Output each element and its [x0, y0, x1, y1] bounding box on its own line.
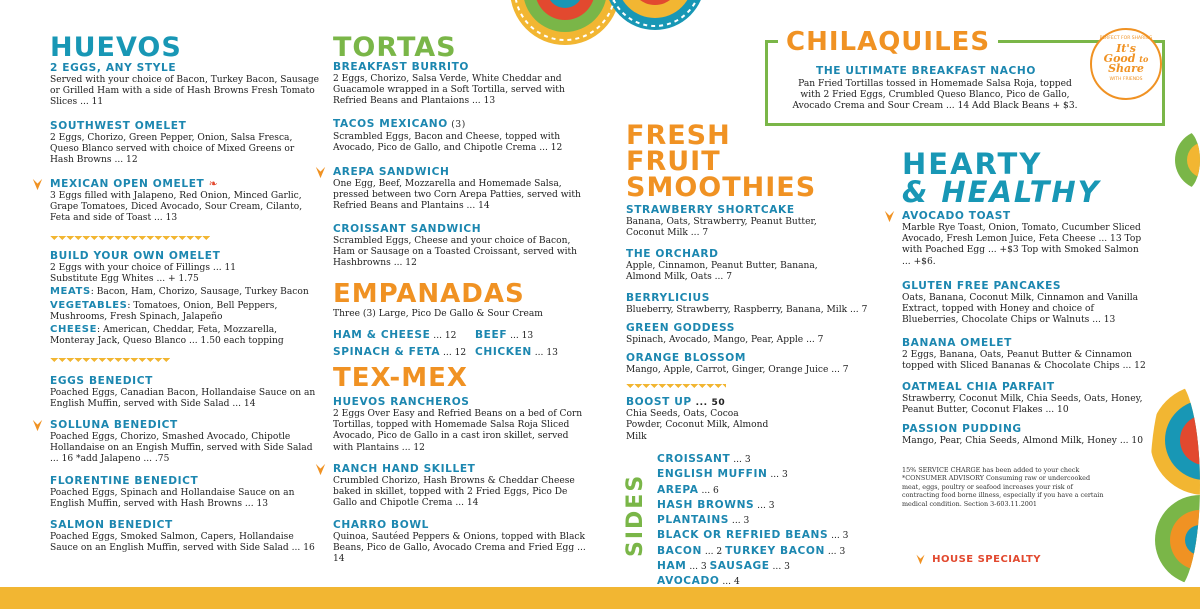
empanada-item: BEEF ... 13 — [475, 329, 534, 341]
menu-item — [902, 423, 1152, 447]
house-specialty-label: HOUSE SPECIALTY — [932, 554, 1042, 565]
item-name: CROISSANT SANDWICH — [333, 223, 482, 235]
item-name: 2 EGGS, ANY STYLE — [50, 62, 177, 74]
house-specialty-icon — [882, 209, 897, 224]
smoothies-title: FRESH FRUIT SMOOTHIES — [626, 120, 817, 203]
menu-item — [50, 120, 320, 167]
item-name: TACOS MEXICANO (3) — [333, 118, 466, 130]
item-name: OATMEAL CHIA PARFAIT — [902, 381, 1055, 393]
menu-item — [333, 519, 593, 566]
house-specialty-icon — [914, 553, 927, 566]
section-title-tortas: TORTAS — [333, 32, 457, 63]
item-desc: Poached Eggs, Spinach and Hollandaise Sauce on an English Muffin, served with Hash Browns ... 13 — [50, 488, 295, 510]
side-item: PLANTAINS ... 3 — [657, 514, 750, 527]
menu-item — [626, 248, 826, 283]
item-desc: 2 Eggs, Chorizo, Salsa Verde, White Cheddar and Guacamole wrapped in a Soft Tortilla, served with Refried Beans and Plantaions ... 13 — [333, 74, 565, 107]
badge-main-text: It's Good to Share — [1103, 42, 1149, 75]
boost-up — [626, 396, 776, 443]
item-desc: Served with your choice of Bacon, Turkey Bacon, Sausage or Grilled Ham with a side of Hash Browns Fresh Tomato Slices ... 11 — [50, 75, 320, 108]
empanada-item: SPINACH & FETA ... 12 — [333, 346, 467, 358]
cheese-line: CHEESE: American, Cheddar, Feta, Mozzarella, Monteray Jack, Queso Blanco ... 1.50 each topping — [50, 324, 284, 347]
menu-item — [626, 292, 876, 316]
menu-item — [333, 118, 588, 154]
zigzag-divider — [50, 358, 170, 366]
menu-item — [333, 463, 588, 510]
item-name: BOOST UP ... 50 — [626, 396, 726, 408]
item-desc: 2 Eggs, Banana, Oats, Peanut Butter & Cinnamon topped with Sliced Bananas & Chocolate Chips ... 12 — [902, 350, 1146, 372]
item-name: SALMON BENEDICT — [50, 519, 173, 531]
build-your-own-omelet — [50, 250, 315, 347]
item-name: AVOCADO TOAST — [902, 210, 1011, 222]
meats-line: MEATS: Bacon, Ham, Chorizo, Sausage, Turkey Bacon — [50, 286, 309, 298]
badge-top-text: PERFECT FOR SHARING — [1099, 36, 1153, 41]
item-name: HUEVOS RANCHEROS — [333, 396, 470, 408]
chilaquiles-subtitle: THE ULTIMATE BREAKFAST NACHO — [816, 65, 1037, 77]
empanada-item: CHICKEN ... 13 — [475, 346, 558, 358]
side-item: AVOCADO ... 4 — [657, 575, 740, 588]
side-item: BACON ... 2 TURKEY BACON ... 3 — [657, 544, 846, 557]
menu-item — [902, 210, 1150, 268]
item-name: FLORENTINE BENEDICT — [50, 475, 199, 487]
good-to-share-badge — [1090, 28, 1162, 100]
menu-item — [626, 204, 841, 239]
house-specialty-icon — [30, 177, 45, 192]
badge-bottom-text: WITH FRIENDS — [1109, 77, 1143, 82]
vegetables-line: VEGETABLES: Tomatoes, Onion, Bell Peppers, Mushrooms, Fresh Spinach, Jalapeño — [50, 299, 278, 322]
chili-pepper-icon: ❧ — [208, 178, 219, 190]
item-desc: 2 Eggs Over Easy and Refried Beans on a bed of Corn Tortillas, topped with Homemade Salsa Roja Sliced Avocado, Pico de Gallo in a cast iron skillet, served with Plantains ... 12 — [333, 409, 583, 453]
item-name: AREPA SANDWICH — [333, 166, 450, 178]
mandala-decoration-right — [1150, 380, 1200, 590]
item-desc: Blueberry, Strawberry, Raspberry, Banana, Milk ... 7 — [626, 305, 868, 315]
sides-vertical-title: SIDES — [623, 473, 648, 557]
sides-list — [657, 452, 848, 590]
bottom-color-bar — [0, 587, 1200, 609]
item-name: PASSION PUDDING — [902, 423, 1022, 435]
item-name: EGGS BENEDICT — [50, 375, 153, 387]
menu-item — [50, 375, 320, 410]
menu-item — [902, 337, 1152, 372]
item-desc: 2 Eggs with your choice of Fillings ... 11 — [50, 263, 237, 273]
mandala-decoration-right-top — [1170, 130, 1200, 190]
side-item: AREPA ... 6 — [657, 483, 719, 496]
empanadas-desc: Three (3) Large, Pico De Gallo & Sour Cream — [333, 309, 543, 319]
item-desc: Substitute Egg Whites ... + 1.75 — [50, 274, 199, 285]
item-desc: Apple, Cinnamon, Peanut Butter, Banana, Almond Milk, Oats ... 7 — [626, 261, 818, 283]
empanada-item: HAM & CHEESE ... 12 — [333, 329, 457, 341]
item-desc: Mango, Pear, Chia Seeds, Almond Milk, Honey ... 10 — [902, 436, 1143, 446]
side-item: BLACK OR REFRIED BEANS ... 3 — [657, 529, 849, 542]
item-desc: Marble Rye Toast, Onion, Tomato, Cucumber Sliced Avocado, Fresh Lemon Juice, Feta Cheese ... 13 Top with Poached Egg ... +$3 Top with Smoked Salmon ... +$6. — [902, 223, 1142, 267]
item-desc: Chia Seeds, Oats, Cocoa Powder, Coconut Milk, Almond Milk — [626, 409, 769, 442]
menu-item — [626, 322, 876, 346]
menu-item — [333, 166, 588, 213]
menu-item — [333, 223, 588, 270]
section-title-tex-mex: TEX-MEX — [333, 363, 468, 393]
zigzag-divider — [50, 236, 210, 244]
menu-item — [50, 419, 320, 466]
item-name: BUILD YOUR OWN OMELET — [50, 250, 221, 262]
section-title-chilaquiles: CHILAQUILES — [786, 27, 991, 57]
section-title-huevos: HUEVOS — [50, 32, 182, 63]
chilaquiles-desc: Pan Fried Tortillas tossed in Homemade Salsa Roja, topped with 2 Fried Eggs, Crumbled Queso Blanco, Pico de Gallo, Avocado Crema and Sour Cream ... 14 Add Black Beans + $3. — [792, 79, 1078, 112]
menu-item — [902, 381, 1152, 416]
item-desc: Scrambled Eggs, Cheese and your choice of Bacon, Ham or Sausage on a Toasted Croissant, served with Hashbrowns ... 12 — [333, 236, 578, 269]
menu-item — [50, 62, 320, 109]
section-title-empanadas: EMPANADAS — [333, 279, 525, 309]
menu-item — [50, 475, 320, 510]
item-desc: Poached Eggs, Canadian Bacon, Hollandaise Sauce on an English Muffin, served with Side Salad ... 14 — [50, 388, 316, 410]
item-desc: Banana, Oats, Strawberry, Peanut Butter, Coconut Milk ... 7 — [626, 217, 817, 239]
item-name: SOUTHWEST OMELET — [50, 120, 187, 132]
item-desc: Strawberry, Coconut Milk, Chia Seeds, Oats, Honey, Peanut Butter, Coconut Flakes ... 10 — [902, 394, 1143, 416]
item-desc: Quinoa, Sautéed Peppers & Onions, topped with Black Beans, Pico de Gallo, Avocado Crema and Fried Egg ... 14 — [333, 532, 586, 565]
menu-item — [626, 352, 876, 376]
item-name: RANCH HAND SKILLET — [333, 463, 476, 475]
side-item: ENGLISH MUFFIN ... 3 — [657, 468, 788, 481]
house-specialty-icon — [313, 165, 328, 180]
item-desc: Oats, Banana, Coconut Milk, Cinnamon and Vanilla Extract, topped with Honey and choice of Blueberries, Chocolate Chips or Walnuts ... 13 — [902, 293, 1139, 326]
side-item: HASH BROWNS ... 3 — [657, 498, 775, 511]
item-name: MEXICAN OPEN OMELET ❧ — [50, 178, 219, 190]
item-name: BANANA OMELET — [902, 337, 1012, 349]
item-desc: One Egg, Beef, Mozzarella and Homemade Salsa, pressed between two Corn Arepa Patties, served with Refried Beans and Plantains ... 14 — [333, 179, 581, 212]
item-desc: 3 Eggs filled with Jalapeno, Red Onion, Minced Garlic, Grape Tomatoes, Diced Avocado, Sour Cream, Cilanto, Feta and side of Toast ... 13 — [50, 191, 303, 224]
item-name: THE ORCHARD — [626, 248, 719, 260]
item-desc: Mango, Apple, Carrot, Ginger, Orange Juice ... 7 — [626, 365, 849, 375]
item-name: BREAKFAST BURRITO — [333, 61, 470, 73]
menu-item — [50, 519, 320, 554]
house-specialty-legend — [914, 549, 1041, 568]
consumer-advisory-notice: 15% SERVICE CHARGE has been added to your check *CONSUMER ADVISORY Consuming raw or undercooked meat, eggs, poultry or seafood increases your risk of contracting food borne illness, especially if you have a certain medical condition. Section 3-603.11.2001 — [902, 466, 1104, 508]
item-desc: Poached Eggs, Smoked Salmon, Capers, Hollandaise Sauce on an English Muffin, served with Side Salad ... 16 — [50, 532, 315, 554]
menu-item — [902, 280, 1150, 327]
item-name: STRAWBERRY SHORTCAKE — [626, 204, 795, 216]
item-name: GREEN GODDESS — [626, 322, 735, 334]
item-name: GLUTEN FREE PANCAKES — [902, 280, 1062, 292]
item-name: CHARRO BOWL — [333, 519, 429, 531]
item-name: BERRYLICIUS — [626, 292, 710, 304]
menu-item — [50, 178, 320, 225]
item-name: ORANGE BLOSSOM — [626, 352, 747, 364]
house-specialty-icon — [313, 462, 328, 477]
side-item: HAM ... 3 SAUSAGE ... 3 — [657, 560, 790, 573]
house-specialty-icon — [30, 418, 45, 433]
item-desc: Scrambled Eggs, Bacon and Cheese, topped with Avocado, Pico de Gallo, and Chipotle Crema ... 12 — [333, 132, 563, 154]
item-desc: Crumbled Chorizo, Hash Browns & Cheddar Cheese baked in skillet, topped with 2 Fried Eggs, Pico De Gallo and Chipotle Crema ... 14 — [333, 476, 575, 509]
menu-item — [333, 61, 588, 108]
zigzag-divider — [626, 384, 726, 392]
hearty-title: HEARTY & HEALTHY — [902, 147, 1101, 209]
menu-item — [333, 396, 588, 454]
side-item: CROISSANT ... 3 — [657, 453, 751, 465]
item-desc: Poached Eggs, Chorizo, Smashed Avocado, Chipotle Hollandaise on an Engish Muffin, served with Side Salad ... 16 *add Jalapeno ... .75 — [50, 432, 313, 465]
item-name: SOLLUNA BENEDICT — [50, 419, 178, 431]
item-desc: Spinach, Avocado, Mango, Pear, Apple ... 7 — [626, 335, 824, 345]
item-desc: 2 Eggs, Chorizo, Green Pepper, Onion, Salsa Fresca, Queso Blanco served with choice of Mixed Greens or Hash Browns ... 12 — [50, 133, 295, 166]
